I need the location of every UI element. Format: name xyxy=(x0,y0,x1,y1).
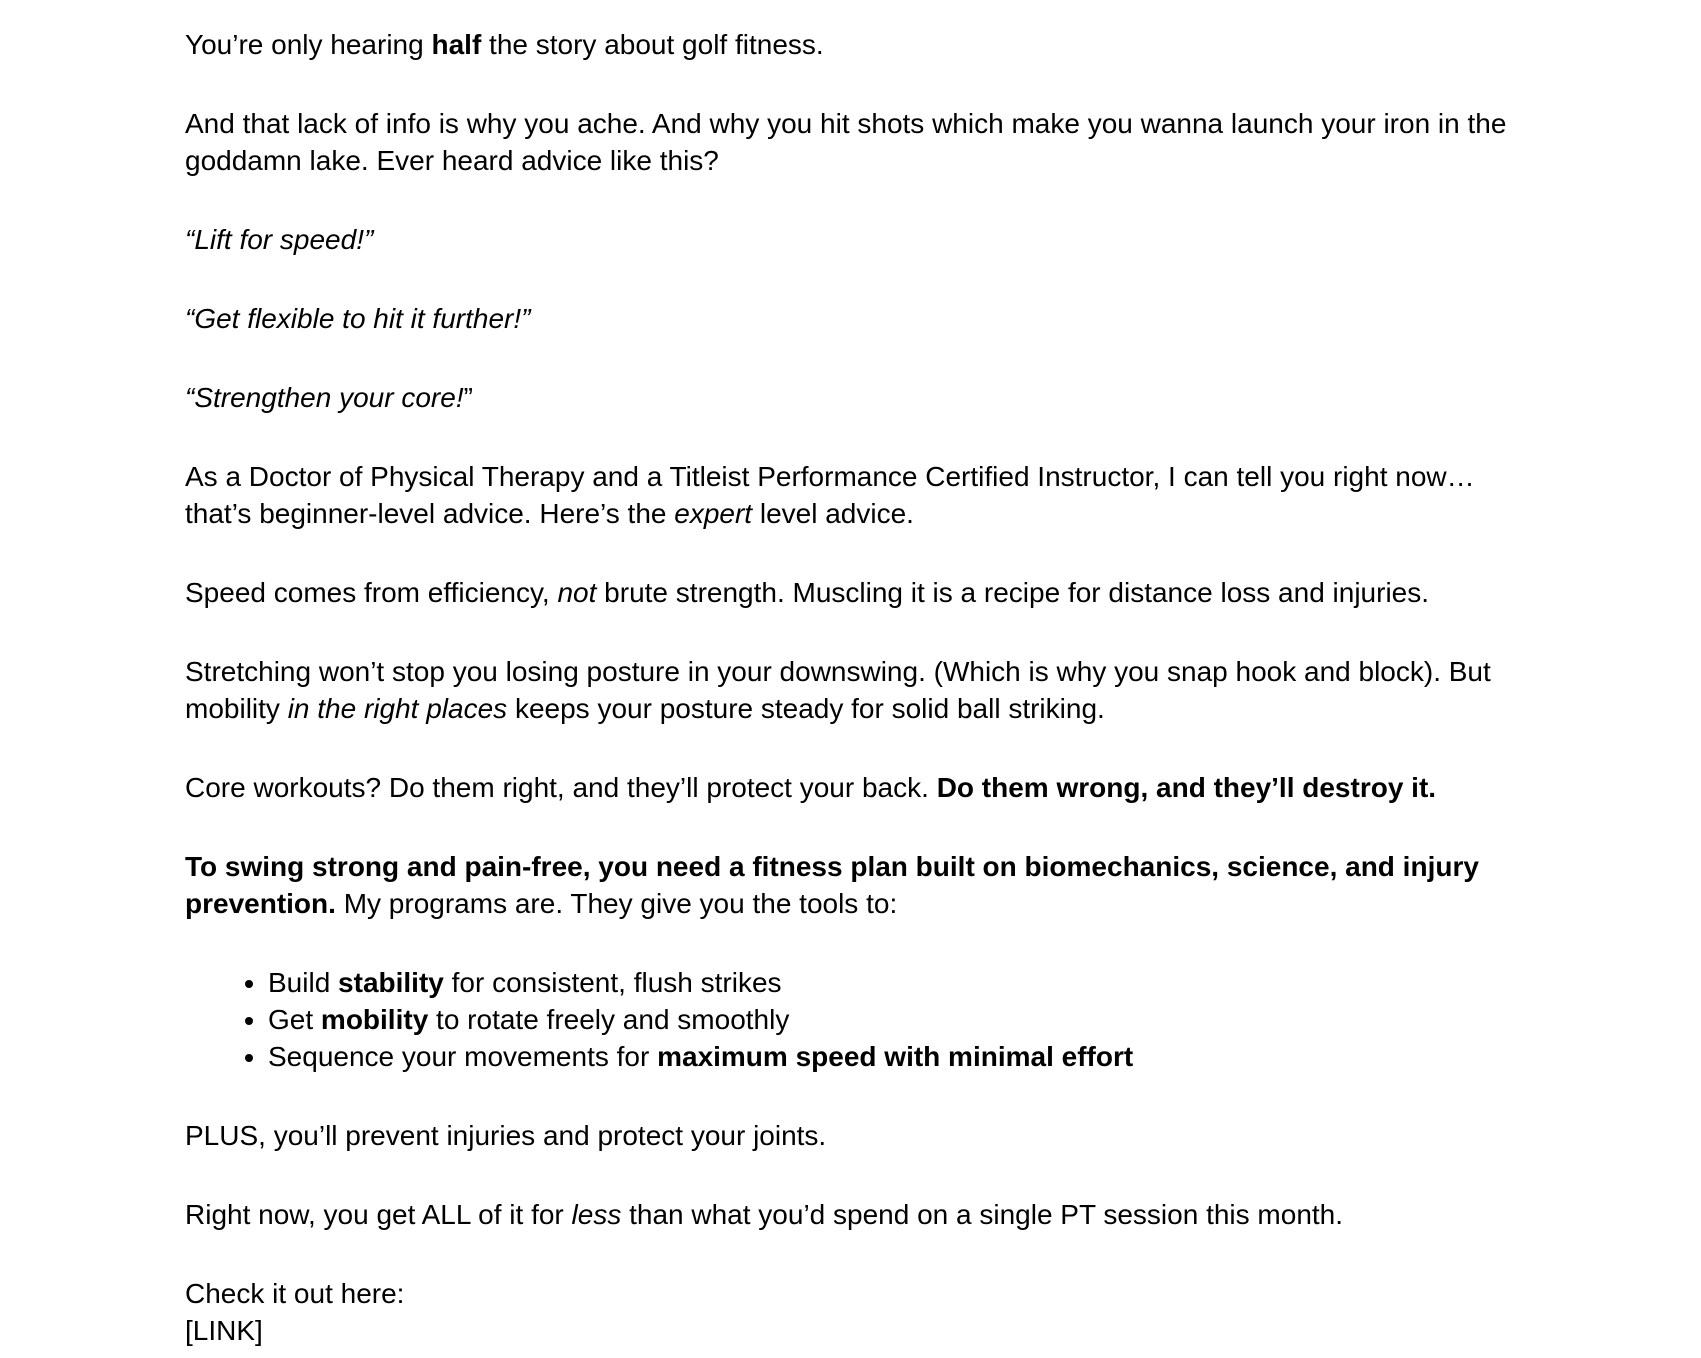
text-run: Sequence your movements for xyxy=(268,1041,658,1072)
bold-run: Do them wrong, and they’ll destroy it. xyxy=(936,772,1437,803)
bold-run: maximum speed with minimal effort xyxy=(657,1041,1134,1072)
paragraph-fitness-plan xyxy=(185,848,1525,922)
italic-run: “Strengthen your core! xyxy=(185,382,464,413)
document-body xyxy=(185,26,1525,1349)
text-run: keeps your posture steady for solid ball striking. xyxy=(507,693,1105,724)
text-run: Speed comes from efficiency, xyxy=(185,577,558,608)
text-run: level advice. xyxy=(752,498,914,529)
text-run: ” xyxy=(463,382,473,413)
italic-run: expert xyxy=(674,498,753,529)
text-run: As a Doctor of Physical Therapy and a Titleist Performance Certified Instructor, I can tell you right now… that’s beginner-level advice. Here’s the xyxy=(185,461,1475,529)
paragraph-plus: PLUS, you’ll prevent injuries and protect your joints. xyxy=(185,1120,827,1151)
paragraph-credentials xyxy=(185,458,1525,532)
paragraph-core-workouts xyxy=(185,769,1525,806)
text-run: to rotate freely and smoothly xyxy=(428,1004,790,1035)
bold-run: mobility xyxy=(320,1004,429,1035)
italic-run: in the right places xyxy=(287,693,508,724)
text-run: Right now, you get ALL of it for xyxy=(185,1199,572,1230)
paragraph-stretching xyxy=(185,653,1525,727)
text-run: than what you’d spend on a single PT session this month. xyxy=(621,1199,1344,1230)
italic-run: less xyxy=(571,1199,622,1230)
text-run: the story about golf fitness. xyxy=(481,29,824,60)
italic-run: “Get flexible to hit it further!” xyxy=(185,303,531,334)
text-run: Get xyxy=(268,1004,321,1035)
benefits-list xyxy=(185,964,1525,1075)
quote-flexible xyxy=(185,300,1525,337)
bold-run: To swing strong and pain-free, you need a fitness plan built on biomechanics, science, and injury prevention. xyxy=(185,851,1479,919)
paragraph-check-it-out: Check it out here: xyxy=(185,1278,405,1309)
italic-run: not xyxy=(557,577,597,608)
text-run: My programs are. They give you the tools to: xyxy=(335,888,898,919)
text-run: Stretching won’t stop you losing posture in your downswing. (Which is why you snap hook and block). But mobility xyxy=(185,656,1491,724)
text-run: Build xyxy=(268,967,339,998)
list-item xyxy=(268,1001,1525,1038)
text-run: brute strength. Muscling it is a recipe for distance loss and injuries. xyxy=(596,577,1430,608)
italic-run: “Lift for speed!” xyxy=(185,224,374,255)
list-item xyxy=(268,1038,1525,1075)
intro-paragraph xyxy=(185,26,1525,63)
quote-core xyxy=(185,379,1525,416)
list-item xyxy=(268,964,1525,1001)
link-placeholder[interactable]: [LINK] xyxy=(185,1315,263,1346)
bold-run: stability xyxy=(338,967,444,998)
paragraph-ache: And that lack of info is why you ache. And why you hit shots which make you wanna launch your iron in the goddamn lake. Ever heard advice like this? xyxy=(185,108,1507,176)
text-run: for consistent, flush strikes xyxy=(443,967,782,998)
paragraph-speed xyxy=(185,574,1525,611)
text-run: Core workouts? Do them right, and they’ll protect your back. xyxy=(185,772,937,803)
paragraph-price xyxy=(185,1196,1525,1233)
bold-run: half xyxy=(431,29,482,60)
text-run: You’re only hearing xyxy=(185,29,432,60)
quote-lift xyxy=(185,221,1525,258)
